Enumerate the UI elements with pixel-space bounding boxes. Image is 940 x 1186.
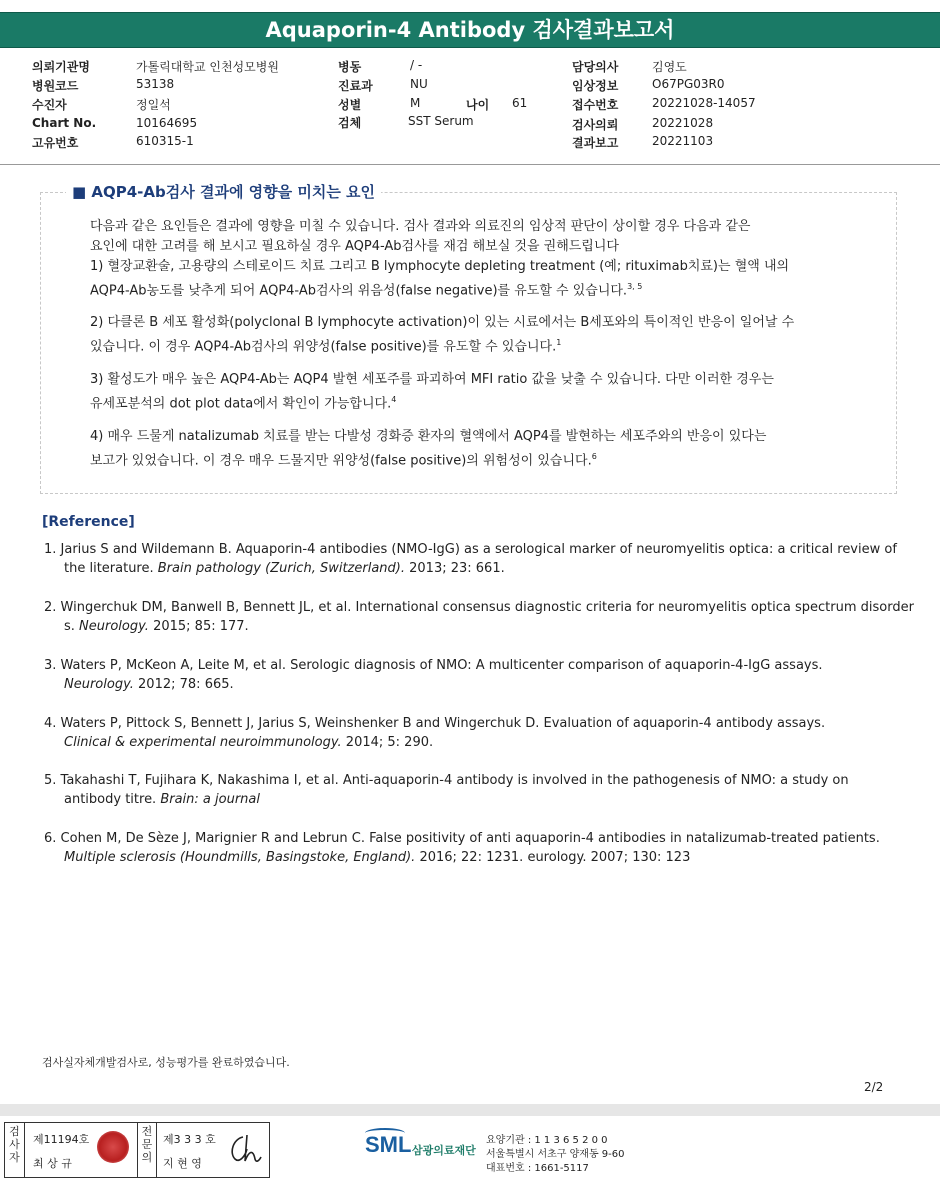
footer-info-line: 대표번호 : 1661-5117 bbox=[486, 1163, 589, 1174]
header-divider bbox=[0, 164, 940, 165]
signer-license-no: 제11194호 bbox=[33, 1133, 90, 1146]
header-value: M bbox=[410, 96, 421, 110]
reference-item: 3. Waters P, McKeon A, Leite M, et al. Serologic diagnosis of NMO: A multicenter comparison of aquaporin-4-IgG assays. Neurology. 2012; 78: 665. bbox=[44, 658, 823, 692]
header-label: 고유번호 bbox=[32, 136, 79, 150]
text-line: 유세포분석의 dot plot data에서 확인이 가능합니다.$^4$ bbox=[90, 395, 397, 412]
reference-item: 5. Takahashi T, Fujihara K, Nakashima I, et al. Anti-aquaporin-4 antibody is involved in the pathogenesis of NMO: a study on antibody titre. Brain: a journal bbox=[44, 773, 849, 807]
report-title: Aquaporin-4 Antibody 검사결과보고서 bbox=[0, 12, 940, 48]
header-label: 담당의사 bbox=[572, 60, 619, 74]
signer-license-no: 제3 3 3 호 bbox=[163, 1133, 216, 1146]
header-label: 성별 bbox=[338, 98, 362, 112]
footer-info-line: 요양기관 : 1 1 3 6 5 2 0 0 bbox=[486, 1135, 608, 1146]
header-label: 임상정보 bbox=[572, 79, 619, 93]
header-label: 수진자 bbox=[32, 98, 67, 112]
factors-intro bbox=[90, 217, 870, 301]
signer-name: 지 현 영 bbox=[163, 1157, 202, 1170]
header-label: 병동 bbox=[338, 60, 362, 74]
text-line: AQP4-Ab농도를 낮추게 되어 AQP4-Ab검사의 위음성(false negative)를 유도할 수 있습니다.$^{3, 5}$ bbox=[90, 282, 643, 299]
factor-item-3 bbox=[90, 370, 870, 414]
text-line: 3) 활성도가 매우 높은 AQP4-Ab는 AQP4 발현 세포주를 파괴하여 MFI ratio 값을 낮출 수 있습니다. 다만 이러한 경우는 bbox=[90, 372, 774, 387]
header-value: 김영도 bbox=[652, 60, 687, 74]
text-line: 1) 혈장교환술, 고용량의 스테로이드 치료 그리고 B lymphocyte depleting treatment (예; rituximab치료)는 혈액 내의 bbox=[90, 259, 790, 274]
header-label: 나이 bbox=[466, 98, 490, 112]
sml-logo bbox=[365, 1132, 411, 1158]
header-value: 정일석 bbox=[136, 98, 171, 112]
header-label: 검체 bbox=[338, 116, 362, 130]
header-label: 검사의뢰 bbox=[572, 118, 619, 132]
header-value: 20221028 bbox=[652, 116, 714, 130]
header-value: O67PG03R0 bbox=[652, 77, 725, 91]
footer-band bbox=[0, 1104, 940, 1116]
reference-title: [Reference] bbox=[42, 514, 135, 530]
factor-item-4 bbox=[90, 427, 870, 471]
header-value: SST Serum bbox=[408, 114, 474, 128]
logo-text: SML bbox=[365, 1132, 412, 1157]
reference-item: 1. Jarius S and Wildemann B. Aquaporin-4 antibodies (NMO-IgG) as a serological marker of neuromyelitis optica: a critical review of the literature. Brain pathology (Zurich, Switzerland). 2013; 23: 661. bbox=[44, 542, 897, 576]
text-line: 2) 다클론 B 세포 활성화(polyclonal B lymphocyte activation)이 있는 시료에서는 B세포와의 특이적인 반응이 일어날 수 bbox=[90, 315, 795, 330]
reference-item: 6. Cohen M, De Sèze J, Marignier R and Lebrun C. False positivity of anti aquaporin-4 antibodies in natalizumab-treated patients. Multiple sclerosis (Houndmills, Basingstoke, England). 2016; 22: 1231. eurology. 2007; 130: 123 bbox=[44, 831, 880, 865]
seal-stamp-icon bbox=[97, 1131, 129, 1163]
header-value: / - bbox=[410, 58, 423, 72]
header-label: Chart No. bbox=[32, 116, 97, 130]
header-value: NU bbox=[410, 77, 428, 91]
signature-box bbox=[4, 1122, 270, 1178]
reference-item: 4. Waters P, Pittock S, Bennett J, Jarius S, Weinshenker B and Wingerchuk D. Evaluation of aquaporin-4 antibody assays. Clinical & experimental neuroimmunology. 2014; 5: 290. bbox=[44, 716, 826, 750]
signer-name: 최 상 규 bbox=[33, 1157, 72, 1170]
reference-item: 2. Wingerchuk DM, Banwell B, Bennett JL, et al. International consensus diagnostic criteria for neuromyelitis optica spectrum disorder s. Neurology. 2015; 85: 177. bbox=[44, 600, 914, 634]
header-value: 10164695 bbox=[136, 116, 198, 130]
signer-role-label: 검사자 bbox=[5, 1123, 25, 1177]
text-line: 있습니다. 이 경우 AQP4-Ab검사의 위양성(false positive)를 유도할 수 있습니다.$^1$ bbox=[90, 338, 562, 355]
header-value: 61 bbox=[512, 96, 528, 110]
footer-info-line: 서울특별시 서초구 양재동 9-60 bbox=[486, 1149, 625, 1160]
header-value: 20221103 bbox=[652, 134, 714, 148]
validation-note: 검사실자체개발검사로, 성능평가를 완료하였습니다. bbox=[42, 1056, 290, 1069]
header-value: 가톨릭대학교 인천성모병원 bbox=[136, 60, 279, 74]
factors-section-title: ■ AQP4-Ab검사 결과에 영향을 미치는 요인 bbox=[66, 181, 381, 202]
factor-item-2 bbox=[90, 313, 870, 357]
header-label: 접수번호 bbox=[572, 98, 619, 112]
signature-icon bbox=[225, 1131, 265, 1169]
signer-role-label: 전문의 bbox=[137, 1123, 157, 1177]
header-value: 53138 bbox=[136, 77, 175, 91]
text-line: 요인에 대한 고려를 해 보시고 필요하실 경우 AQP4-Ab검사를 재검 해보실 것을 권해드립니다 bbox=[90, 239, 619, 254]
header-label: 의뢰기관명 bbox=[32, 60, 90, 74]
header-label: 병원코드 bbox=[32, 79, 79, 93]
header-value: 610315-1 bbox=[136, 134, 194, 148]
header-value: 20221028-14057 bbox=[652, 96, 756, 110]
logo-arc-icon bbox=[365, 1128, 405, 1138]
page-number: 2/2 bbox=[864, 1080, 884, 1094]
header-label: 결과보고 bbox=[572, 136, 619, 150]
text-line: 4) 매우 드물게 natalizumab 치료를 받는 다발성 경화증 환자의 혈액에서 AQP4를 발현하는 세포주와의 반응이 있다는 bbox=[90, 429, 767, 444]
header-label: 진료과 bbox=[338, 79, 373, 93]
company-name: 삼광의료재단 bbox=[412, 1144, 476, 1157]
text-line: 다음과 같은 요인들은 결과에 영향을 미칠 수 있습니다. 검사 결과와 의료진의 임상적 판단이 상이할 경우 다음과 같은 bbox=[90, 219, 751, 234]
text-line: 보고가 있었습니다. 이 경우 매우 드물지만 위양성(false positive)의 위험성이 있습니다.$^6$ bbox=[90, 452, 597, 469]
